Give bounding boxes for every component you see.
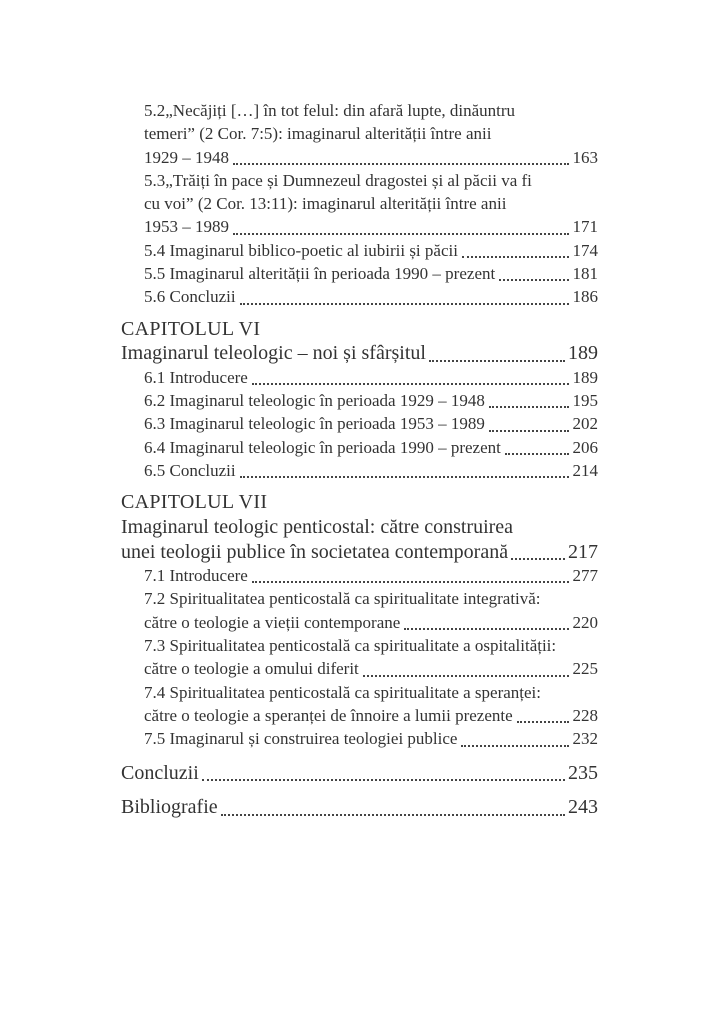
- dot-leader: [363, 675, 569, 677]
- chapter-title-line: [121, 540, 598, 565]
- page-number: 163: [572, 147, 598, 167]
- toc-line: [121, 634, 598, 657]
- dot-leader: [240, 303, 569, 305]
- back-matter-text: Bibliografie: [121, 796, 218, 819]
- toc-line: [121, 564, 598, 587]
- toc-line-text: 6.5 Concluzii: [144, 461, 236, 481]
- toc-line-text: către o teologie a omului diferit: [144, 659, 359, 679]
- toc-line: [121, 657, 598, 680]
- page-number: 228: [572, 705, 598, 725]
- chapter-title-text: Imaginarul teleologic – noi și sfârșitul: [121, 342, 426, 365]
- dot-leader: [489, 406, 569, 408]
- table-of-contents: [121, 99, 598, 820]
- dot-leader: [499, 279, 568, 281]
- toc-line: [121, 239, 598, 262]
- page-number: 181: [572, 264, 598, 284]
- dot-leader: [404, 628, 568, 630]
- toc-line-text: 5.5 Imaginarul alterității în perioada 1990 – prezent: [144, 264, 496, 284]
- toc-line: [121, 215, 598, 238]
- dot-leader: [511, 558, 565, 560]
- toc-line: [121, 727, 598, 750]
- page-number: 202: [572, 414, 598, 434]
- toc-line-text: 6.1 Introducere: [144, 367, 248, 387]
- chapter-title-line: [121, 341, 598, 366]
- page-number: 186: [572, 287, 598, 307]
- dot-leader: [240, 476, 569, 478]
- toc-line: [121, 99, 598, 122]
- page-number: 195: [572, 391, 598, 411]
- dot-leader: [233, 233, 569, 235]
- page-number: 277: [572, 566, 598, 586]
- dot-leader: [221, 814, 565, 816]
- toc-line-text: 5.2„Necăjiți […] în tot felul: din afară lupte, dinăuntru: [144, 101, 516, 120]
- toc-line: [121, 587, 598, 610]
- page-number: 189: [568, 342, 598, 365]
- dot-leader: [461, 745, 568, 747]
- dot-leader: [233, 163, 569, 165]
- chapter-heading: [121, 317, 598, 342]
- chapter-title-text: unei teologii publice în societatea contemporană: [121, 540, 509, 563]
- toc-line: [121, 169, 598, 192]
- dot-leader: [489, 430, 569, 432]
- page-number: 217: [568, 540, 598, 563]
- dot-leader: [429, 360, 565, 362]
- toc-line-text: 1953 – 1989: [144, 217, 229, 237]
- chapter-title-text: Imaginarul teologic penticostal: către construirea: [121, 515, 514, 538]
- toc-line-text: 1929 – 1948: [144, 147, 229, 167]
- dot-leader: [202, 779, 565, 781]
- dot-leader: [252, 581, 569, 583]
- toc-line-text: temeri” (2 Cor. 7:5): imaginarul alterității între anii: [144, 124, 492, 144]
- chapter-heading-text: CAPITOLUL VII: [121, 491, 268, 514]
- page-number: 206: [572, 437, 598, 457]
- toc-line: [121, 412, 598, 435]
- toc-line-text: 5.3„Trăiți în pace și Dumnezeul dragostei și al păcii va fi: [144, 170, 532, 190]
- toc-line-text: 6.4 Imaginarul teleologic în perioada 1990 – prezent: [144, 437, 501, 457]
- chapter-heading-text: CAPITOLUL VI: [121, 317, 261, 340]
- toc-line: [121, 704, 598, 727]
- toc-line-text: 7.4 Spiritualitatea penticostală ca spiritualitate a speranței:: [144, 682, 541, 702]
- chapter-title-line: [121, 515, 598, 540]
- toc-line: [121, 389, 598, 412]
- page-number: 174: [572, 240, 598, 260]
- toc-line-text: 5.4 Imaginarul biblico-poetic al iubirii și păcii: [144, 240, 458, 260]
- page-number: 225: [572, 659, 598, 679]
- toc-line: [121, 459, 598, 482]
- toc-line: [121, 611, 598, 634]
- toc-line-text: 7.2 Spiritualitatea penticostală ca spiritualitate integrativă:: [144, 589, 541, 609]
- toc-line-text: 6.2 Imaginarul teleologic în perioada 1929 – 1948: [144, 391, 485, 411]
- toc-line: [121, 681, 598, 704]
- toc-line-text: către o teologie a vieții contemporane: [144, 612, 401, 632]
- toc-line-text: 7.5 Imaginarul și construirea teologiei publice: [144, 729, 458, 749]
- page-number: 235: [568, 761, 598, 784]
- back-matter-line: [121, 795, 598, 820]
- page-number: 220: [572, 612, 598, 632]
- chapter-heading: [121, 490, 598, 515]
- toc-line: [121, 285, 598, 308]
- toc-line: [121, 122, 598, 145]
- dot-leader: [252, 383, 569, 385]
- toc-line-text: 6.3 Imaginarul teleologic în perioada 1953 – 1989: [144, 414, 485, 434]
- dot-leader: [517, 721, 569, 723]
- page-number: 189: [572, 367, 598, 387]
- toc-line: [121, 146, 598, 169]
- back-matter-line: [121, 761, 598, 786]
- toc-line-text: 5.6 Concluzii: [144, 287, 236, 307]
- toc-line: [121, 366, 598, 389]
- page-number: 243: [568, 796, 598, 819]
- toc-line: [121, 436, 598, 459]
- toc-line-text: 7.3 Spiritualitatea penticostală ca spiritualitate a ospitalității:: [144, 636, 557, 656]
- toc-line-text: 7.1 Introducere: [144, 566, 248, 586]
- back-matter-text: Concluzii: [121, 761, 199, 784]
- page-number: 214: [572, 461, 598, 481]
- page-number: 171: [572, 217, 598, 237]
- toc-line-text: cu voi” (2 Cor. 13:11): imaginarul alterității între anii: [144, 194, 507, 214]
- dot-leader: [505, 453, 569, 455]
- toc-line-text: către o teologie a speranței de înnoire a lumii prezente: [144, 705, 513, 725]
- toc-line: [121, 192, 598, 215]
- toc-line: [121, 262, 598, 285]
- page-number: 232: [572, 729, 598, 749]
- dot-leader: [462, 256, 569, 258]
